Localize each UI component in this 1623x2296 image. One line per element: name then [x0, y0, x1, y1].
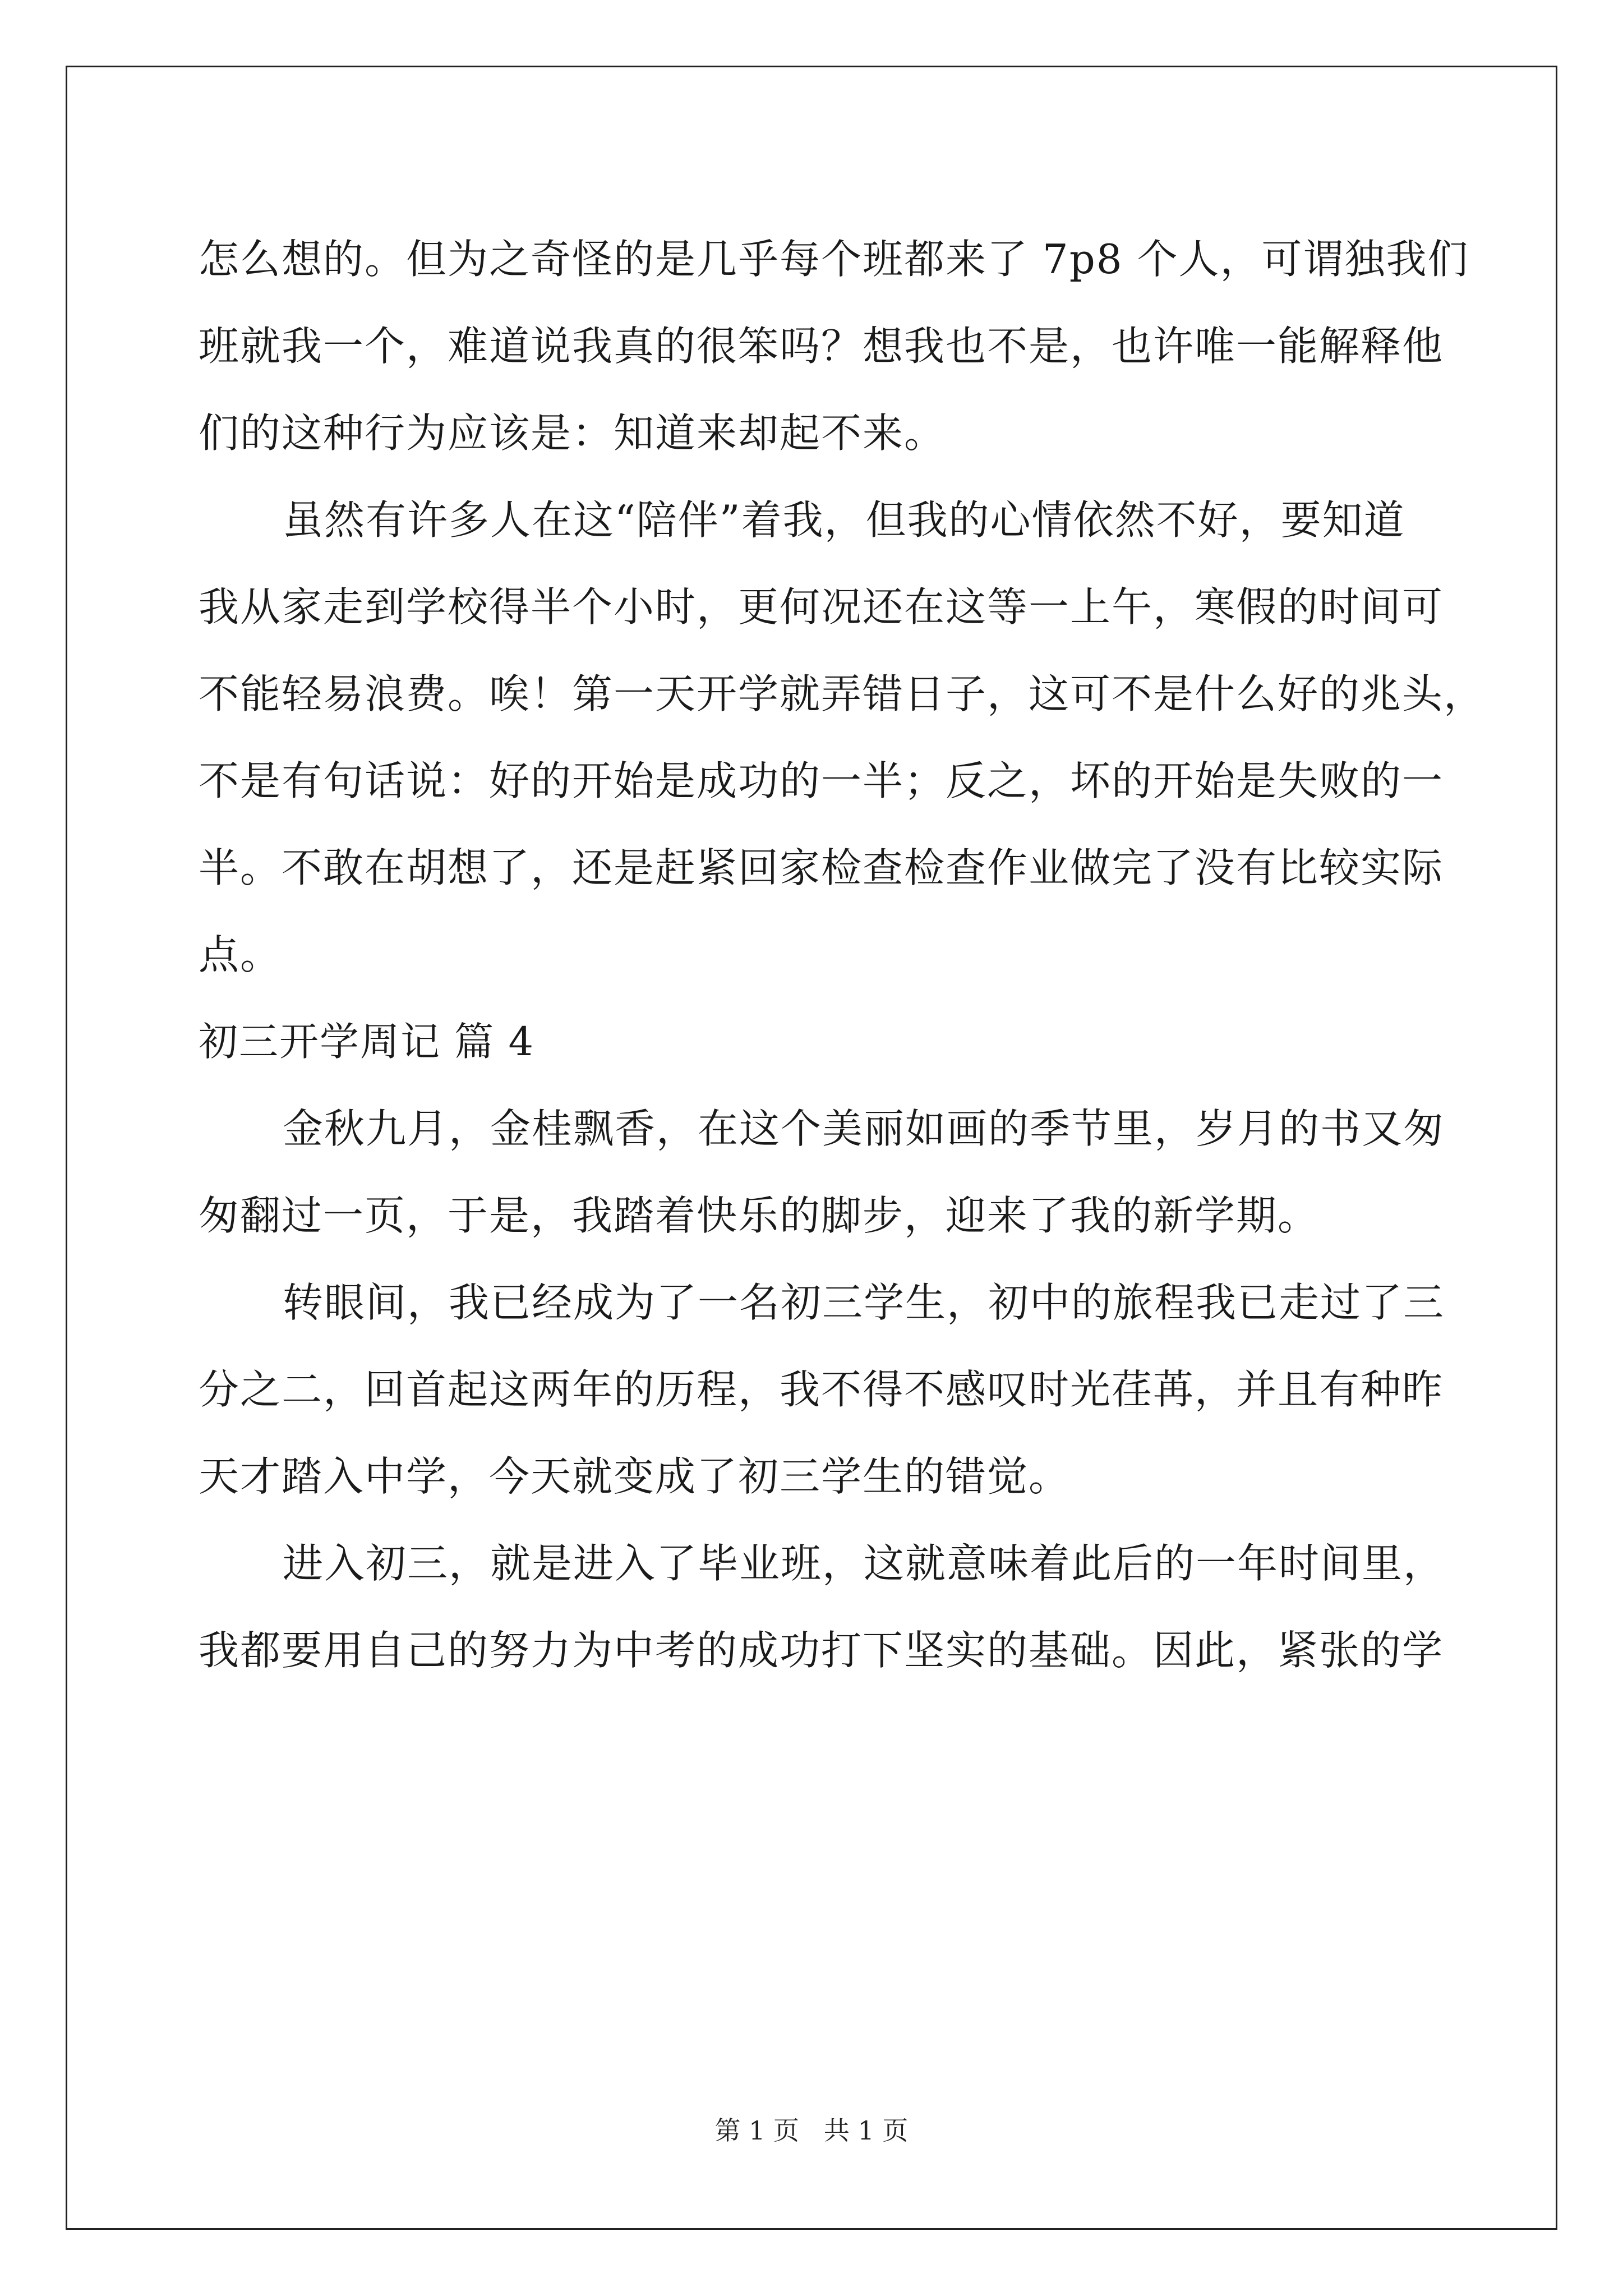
text-line: 我都要用自己的努力为中考的成功打下坚实的基础。因此，紧张的学: [199, 1627, 1444, 1674]
text-line: 班就我一个，难道说我真的很笨吗？想我也不是，也许唯一能解释他: [199, 323, 1444, 370]
text-line: 匆翻过一页，于是，我踏着快乐的脚步，迎来了我的新学期。: [199, 1192, 1320, 1239]
text-line: 我从家走到学校得半个小时，更何况还在这等一上午，寒假的时间可: [199, 583, 1444, 631]
section-heading: 初三开学周记 篇 4: [199, 1019, 535, 1065]
page-footer: 第 1 页 共 1 页: [714, 2115, 909, 2146]
document-body: [199, 216, 1486, 1694]
text-line: 天才踏入中学，今天就变成了初三学生的错觉。: [199, 1453, 1071, 1500]
text-line: 怎么想的。但为之奇怪的是几乎每个班都来了 7p8 个人，可谓独我们: [199, 236, 1469, 283]
paragraph-start-line: 金秋九月，金桂飘香，在这个美丽如画的季节里，岁月的书又匆: [283, 1105, 1445, 1152]
paragraph-start-line: 转眼间，我已经成为了一名初三学生，初中的旅程我已走过了三: [283, 1279, 1445, 1326]
text-line: 半。不敢在胡想了，还是赶紧回家检查检查作业做完了没有比较实际: [199, 844, 1444, 891]
paragraph-start-line: 进入初三，就是进入了毕业班，这就意味着此后的一年时间里，: [283, 1540, 1445, 1587]
text-line: 点。: [199, 931, 282, 978]
text-line: 不能轻易浪费。唉！第一天开学就弄错日子，这可不是什么好的兆头，: [199, 670, 1486, 717]
paragraph-start-line: 虽然有许多人在这“陪伴”着我，但我的心情依然不好，要知道: [283, 496, 1405, 544]
text-line: 们的这种行为应该是：知道来却起不来。: [199, 409, 946, 457]
text-line: 不是有句话说：好的开始是成功的一半；反之，坏的开始是失败的一: [199, 757, 1444, 804]
text-line: 分之二，回首起这两年的历程，我不得不感叹时光荏苒，并且有种昨: [199, 1366, 1444, 1413]
